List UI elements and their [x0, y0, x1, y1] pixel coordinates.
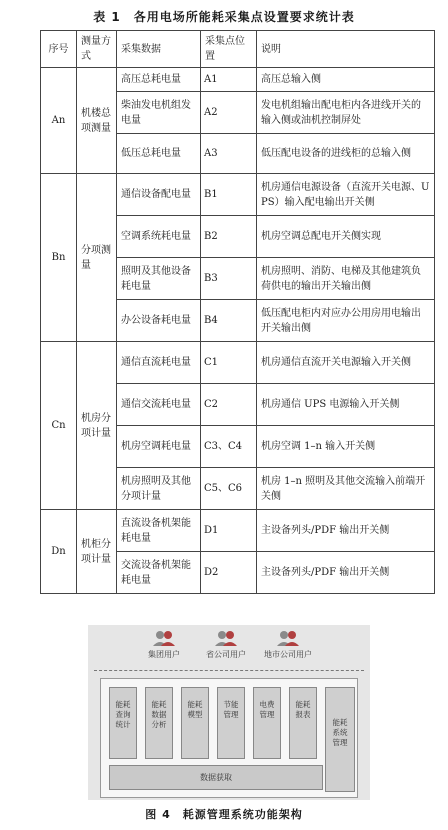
- note-cell: 高压总输入侧: [257, 68, 435, 92]
- users-icon: [214, 629, 238, 647]
- table-row: [41, 174, 435, 216]
- point-cell: C3、C4: [201, 426, 257, 468]
- module-fee-management: 电费管理: [253, 687, 281, 759]
- note-cell: 主设备列头/PDF 输出开关侧: [257, 552, 435, 594]
- module-energy-report: 能耗报表: [289, 687, 317, 759]
- architecture-figure: [88, 625, 370, 800]
- dashed-divider: [94, 670, 364, 671]
- header-data: 采集数据: [117, 31, 201, 68]
- point-cell: A1: [201, 68, 257, 92]
- note-cell: 机房 1–n 照明及其他交流输入前端开关侧: [257, 468, 435, 510]
- point-cell: B4: [201, 300, 257, 342]
- group-index: An: [41, 68, 77, 174]
- group-index: Bn: [41, 174, 77, 342]
- table-row: [41, 68, 435, 92]
- module-data-analysis: 能耗数据分析: [145, 687, 173, 759]
- data-cell: 通信直流耗电量: [117, 342, 201, 384]
- table-row: [41, 342, 435, 384]
- data-cell: 低压总耗电量: [117, 134, 201, 174]
- note-cell: 低压配电柜内对应办公用房用电输出开关输出侧: [257, 300, 435, 342]
- note-cell: 发电机组输出配电柜内各进线开关的输入侧或油机控制屏处: [257, 92, 435, 134]
- note-cell: 机房空调 1–n 输入开关侧: [257, 426, 435, 468]
- users-icon: [152, 629, 176, 647]
- data-cell: 机房空调耗电量: [117, 426, 201, 468]
- header-method: 测量方式: [77, 31, 117, 68]
- module-energy-model: 能耗模型: [181, 687, 209, 759]
- module-system-management: 能耗系统管理: [325, 687, 355, 792]
- point-cell: B2: [201, 216, 257, 258]
- group-index: Cn: [41, 342, 77, 510]
- table-header-row: [41, 31, 435, 68]
- note-cell: 机房照明、消防、电梯及其他建筑负荷供电的输出开关输出侧: [257, 258, 435, 300]
- point-cell: C2: [201, 384, 257, 426]
- users-icon: [276, 629, 300, 647]
- header-note: 说明: [257, 31, 435, 68]
- group-user-label: 集团用户: [148, 650, 180, 659]
- note-cell: 机房通信电源设备（直流开关电源、UPS）输入配电输出开关侧: [257, 174, 435, 216]
- data-cell: 直流设备机架能耗电量: [117, 510, 201, 552]
- table-row: [41, 510, 435, 552]
- point-cell: B1: [201, 174, 257, 216]
- module-query-stats: 能耗查询统计: [109, 687, 137, 759]
- data-cell: 交流设备机架能耗电量: [117, 552, 201, 594]
- group-method: 机房分项计量: [77, 342, 117, 510]
- point-cell: A2: [201, 92, 257, 134]
- note-cell: 机房空调总配电开关侧实现: [257, 216, 435, 258]
- group-index: Dn: [41, 510, 77, 594]
- city-user-label: 地市公司用户: [264, 650, 312, 659]
- province-user-label: 省公司用户: [206, 650, 246, 659]
- header-index: 序号: [41, 31, 77, 68]
- point-cell: A3: [201, 134, 257, 174]
- stats-table: [40, 30, 435, 594]
- header-point: 采集点位置: [201, 31, 257, 68]
- group-method: 机柜分项计量: [77, 510, 117, 594]
- group-method: 分项测量: [77, 174, 117, 342]
- data-cell: 办公设备耗电量: [117, 300, 201, 342]
- data-cell: 通信交流耗电量: [117, 384, 201, 426]
- data-acquisition-bar: 数据获取: [109, 765, 323, 790]
- point-cell: D2: [201, 552, 257, 594]
- point-cell: B3: [201, 258, 257, 300]
- note-cell: 机房通信直流开关电源输入开关侧: [257, 342, 435, 384]
- point-cell: C1: [201, 342, 257, 384]
- table-title: 表 1 各用电场所能耗采集点设置要求统计表: [93, 10, 355, 24]
- module-energy-saving: 节能管理: [217, 687, 245, 759]
- data-cell: 空调系统耗电量: [117, 216, 201, 258]
- figure-caption: 图 4 耗源管理系统功能架构: [145, 808, 303, 821]
- note-cell: 机房通信 UPS 电源输入开关侧: [257, 384, 435, 426]
- note-cell: 低压配电设备的进线柜的总输入侧: [257, 134, 435, 174]
- note-cell: 主设备列头/PDF 输出开关侧: [257, 510, 435, 552]
- data-cell: 通信设备配电量: [117, 174, 201, 216]
- data-cell: 照明及其他设备耗电量: [117, 258, 201, 300]
- group-method: 机楼总项测量: [77, 68, 117, 174]
- data-cell: 机房照明及其他分项计量: [117, 468, 201, 510]
- point-cell: D1: [201, 510, 257, 552]
- data-cell: 高压总耗电量: [117, 68, 201, 92]
- city-user: [248, 629, 328, 660]
- system-frame: [100, 678, 358, 798]
- point-cell: C5、C6: [201, 468, 257, 510]
- data-cell: 柴油发电机组发电量: [117, 92, 201, 134]
